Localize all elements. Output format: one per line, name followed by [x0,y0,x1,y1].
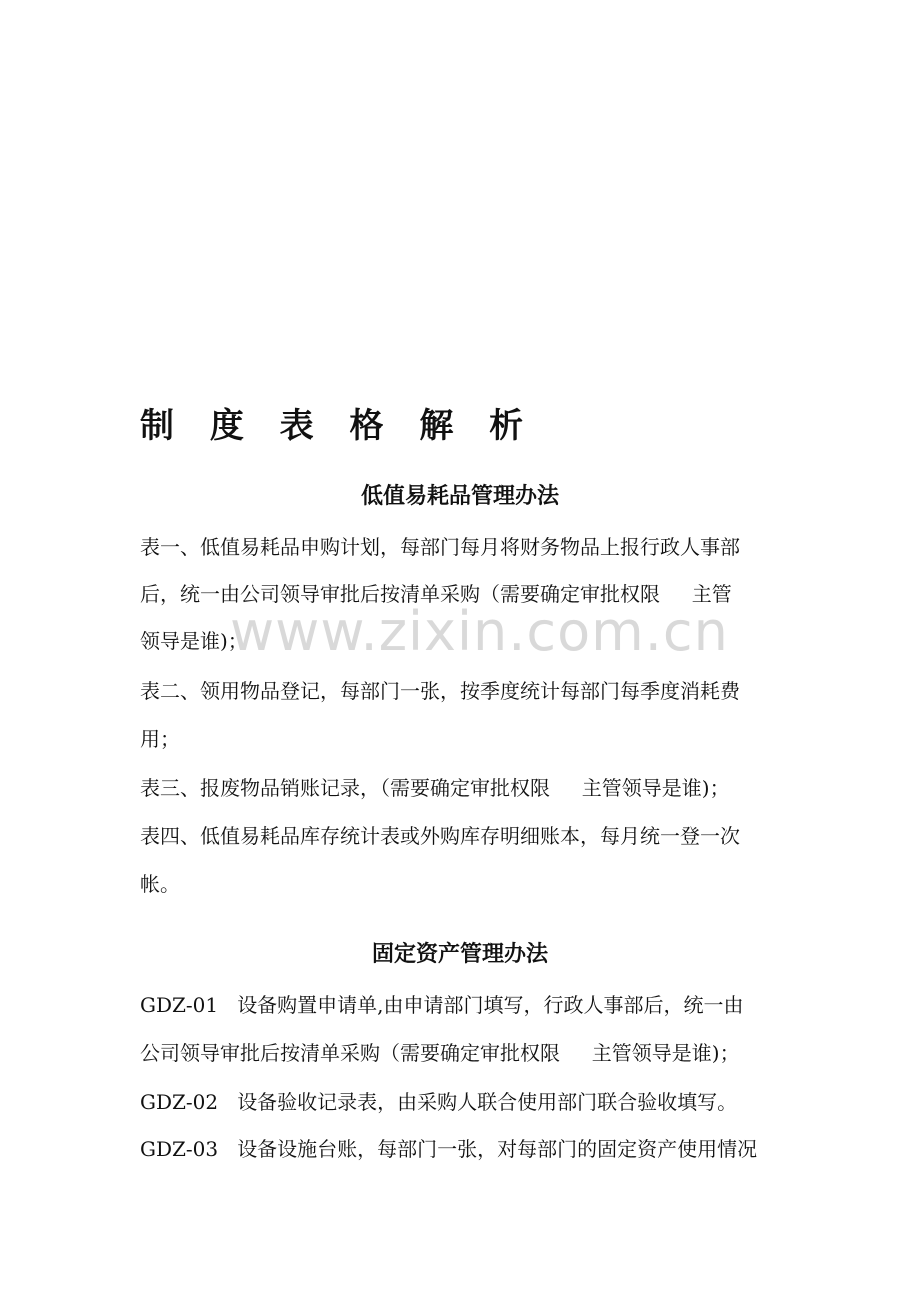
section-title-low-value-consumables: 低值易耗品管理办法 [360,484,559,509]
paragraph-line: GDZ-03 设备设施台账，每部门一张，对每部门的固定资产使用情况 [140,1137,758,1161]
watermark-text: www.zixin.com.cn [230,600,729,663]
paragraph-line: 表二、领用物品登记，每部门一张，按季度统计每部门每季度消耗费 [140,679,740,703]
paragraph-line: 用； [140,727,180,751]
paragraph-line: 表三、报废物品销账记录，（需要确定审批权限 主管领导是谁)； [140,776,730,800]
paragraph-line: GDZ-01 设备购置申请单,由申请部门填写，行政人事部后，统一由 [140,993,744,1017]
paragraph-line: 表一、低值易耗品申购计划，每部门每月将财务物品上报行政人事部 [140,535,740,559]
paragraph-line: 公司领导审批后按清单采购（需要确定审批权限 主管领导是谁)； [140,1041,740,1065]
page-title: 制 度 表 格 解 析 [140,406,536,446]
section-title-fixed-assets: 固定资产管理办法 [371,942,548,967]
paragraph-line: 领导是谁)； [140,629,248,653]
paragraph-line: 表四、低值易耗品库存统计表或外购库存明细账本，每月统一登一次 [140,824,740,848]
paragraph-line: 帐。 [140,872,180,896]
paragraph-line: 后，统一由公司领导审批后按清单采购（需要确定审批权限 主管 [140,582,732,606]
paragraph-line: GDZ-02 设备验收记录表，由采购人联合使用部门联合验收填写。 [140,1090,738,1114]
